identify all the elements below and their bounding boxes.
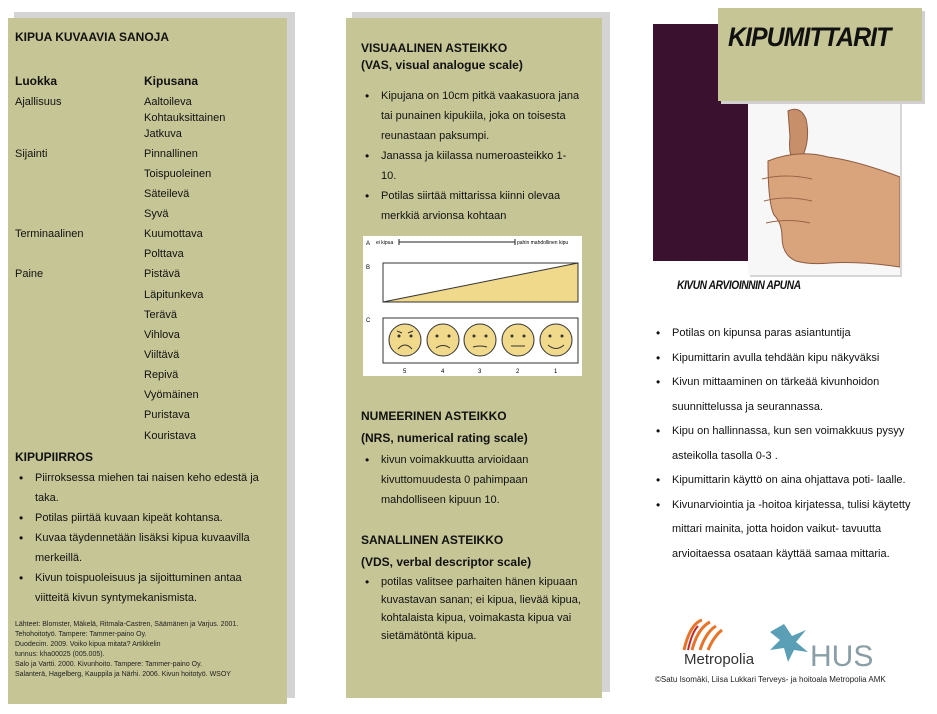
pain-word: Puristava <box>144 409 190 421</box>
reference-line: Salanterä, Hagelberg, Kauppila ja Närhi. 2006. Kivun hoitotyö. WSOY <box>15 671 231 678</box>
pain-word: Kuumottava <box>144 228 203 240</box>
painword-column-header: Kipusana <box>144 74 199 88</box>
hus-logo-icon <box>770 624 873 671</box>
vds-subtitle: (VDS, verbal descriptor scale) <box>361 555 532 569</box>
vds-title: SANALLINEN ASTEIKKO <box>361 533 504 547</box>
pain-word: Jatkuva <box>144 128 182 140</box>
kipupiirros-heading: KIPUPIIRROS <box>15 450 94 464</box>
face-3-icon <box>464 324 496 356</box>
list-item: • Kipujana on 10cm pitkä vaakasuora jana tai punainen kipukiila, joka on toisesta reunastaan paksumpi. <box>361 86 581 146</box>
face-4-icon <box>427 324 459 356</box>
list-item: • Kuvaa täydennetään lisäksi kipua kuvaavilla merkeillä. <box>15 528 277 568</box>
pain-word: Säteilevä <box>144 188 190 200</box>
copyright: ©Satu Isomäki, Liisa Lukkari Terveys- ja hoitoala Metropolia AMK <box>655 675 886 684</box>
pain-word: Läpitunkeva <box>144 289 204 301</box>
subtitle: KIVUN ARVIOINNIN APUNA <box>677 278 801 292</box>
list-item: • Piirroksessa miehen tai naisen keho edestä ja taka. <box>15 468 277 508</box>
list-item: • Kivunarviointia ja -hoitoa kirjatessa, tulisi käytetty mittari mainita, jotta hoidon vaikut- tavuutta arvioitaessa osataan käyttää samaa mittaria. <box>652 493 920 567</box>
nrs-title: NUMEERINEN ASTEIKKO <box>361 409 507 423</box>
list-item: • Janassa ja kiilassa numeroasteikko 1-10. <box>361 146 581 186</box>
list-item: • Kipu on hallinnassa, kun sen voimakkuus pysyy asteikolla tasolla 0-3 . <box>652 419 920 468</box>
face-number: 2 <box>516 369 520 375</box>
list-item: • Kipumittarin avulla tehdään kipu näkyväksi <box>652 346 920 371</box>
list-item: • kivun voimakkuutta arvioidaan kivuttomuudesta 0 pahimpaan mahdolliseen kipuun 10. <box>361 450 579 510</box>
pain-word: Kohtauksittainen <box>144 112 226 124</box>
fig-label-b: B <box>366 265 371 271</box>
thumbs-up-icon <box>748 101 900 275</box>
vas-subtitle: (VAS, visual analogue scale) <box>361 58 523 72</box>
reference-line: tunnus: kha00025 (005.005). <box>15 651 105 658</box>
metropolia-logo-text: Metropolia <box>684 651 755 668</box>
vds-list <box>361 573 583 645</box>
reference-line: Duodecim. 2009. Voiko kipua mitata? Artikkelin <box>15 641 161 648</box>
category-column-header: Luokka <box>15 74 58 88</box>
main-title: KIPUMITTARIT <box>728 22 891 52</box>
pain-word: Pinnallinen <box>144 148 198 160</box>
face-2-icon <box>502 324 534 356</box>
face-5-icon <box>389 324 421 356</box>
category-label: Ajallisuus <box>15 96 62 108</box>
pain-word: Polttava <box>144 248 184 260</box>
pain-word: Kouristava <box>144 430 196 442</box>
reference-line: Tehohoitotyö. Tampere: Tammer-paino Oy. <box>15 631 147 638</box>
list-item: • Kivun toispuoleisuus ja sijoittuminen antaa viitteitä kivun syntymekanismista. <box>15 568 277 608</box>
pain-word: Syvä <box>144 208 169 220</box>
thumb-photo <box>748 101 900 275</box>
vas-figure <box>363 236 582 376</box>
fig-left-text: ei kipua <box>376 240 394 246</box>
category-label: Paine <box>15 268 44 280</box>
references <box>15 620 280 680</box>
list-item: • Kipumittarin käyttö on aina ohjattava poti- laalle. <box>652 468 920 493</box>
metropolia-logo-icon <box>684 620 755 668</box>
fig-label-a: A <box>366 241 371 247</box>
list-item: • Potilas on kipunsa paras asiantuntija <box>652 321 920 346</box>
kipupiirros-list <box>15 468 277 608</box>
category-label: Terminaalinen <box>15 228 84 240</box>
face-number: 3 <box>478 369 482 375</box>
pain-word: Vihlova <box>144 329 180 341</box>
face-number: 5 <box>403 369 407 375</box>
pain-word: Aaltoileva <box>144 96 192 108</box>
pain-words-heading: KIPUA KUVAAVIA SANOJA <box>15 30 170 44</box>
list-item: • Kivun mittaaminen on tärkeää kivunhoidon suunnittelussa ja seurannassa. <box>652 370 920 419</box>
list-item: • Potilas piirtää kuvaan kipeät kohtansa. <box>15 508 277 528</box>
hus-logo-text: HUS <box>810 640 874 671</box>
face-1-icon <box>540 324 572 356</box>
reference-line: Lähteet: Blomster, Mäkelä, Ritmala-Castren, Säämänen ja Varjus. 2001. <box>15 621 239 628</box>
face-number: 1 <box>554 369 558 375</box>
nrs-subtitle: (NRS, numerical rating scale) <box>361 431 528 445</box>
list-item: • Potilas siirtää mittarissa kiinni olevaa merkkiä arvionsa kohtaan <box>361 186 581 226</box>
category-label: Sijainti <box>15 148 48 160</box>
pain-word: Pistävä <box>144 268 181 280</box>
vas-figure-svg <box>363 236 582 376</box>
pain-word: Repivä <box>144 369 179 381</box>
pain-word: Viiltävä <box>144 349 180 361</box>
vas-title: VISUAALINEN ASTEIKKO <box>361 41 508 55</box>
list-item: • potilas valitsee parhaiten hänen kipuaan kuvastavan sanan; ei kipua, lievää kipua, kohtalaista kipua, voimakasta kipua vai sietämätöntä kipua. <box>361 573 583 645</box>
logos <box>676 616 891 671</box>
reference-line: Salo ja Vartti. 2000. Kivunhoito. Tampere: Tammer-paino Oy. <box>15 661 203 668</box>
right-list <box>652 321 920 566</box>
pain-word: Vyömäinen <box>144 389 199 401</box>
nrs-list <box>361 450 579 510</box>
fig-label-c: C <box>366 318 371 324</box>
pain-wedge <box>383 263 578 302</box>
logo-graphics <box>676 616 891 671</box>
face-number: 4 <box>441 369 445 375</box>
fig-right-text: pahin mahdollinen kipu <box>517 240 569 246</box>
vas-list <box>361 86 581 226</box>
pain-word: Terävä <box>144 309 178 321</box>
pain-word: Toispuoleinen <box>144 168 212 180</box>
